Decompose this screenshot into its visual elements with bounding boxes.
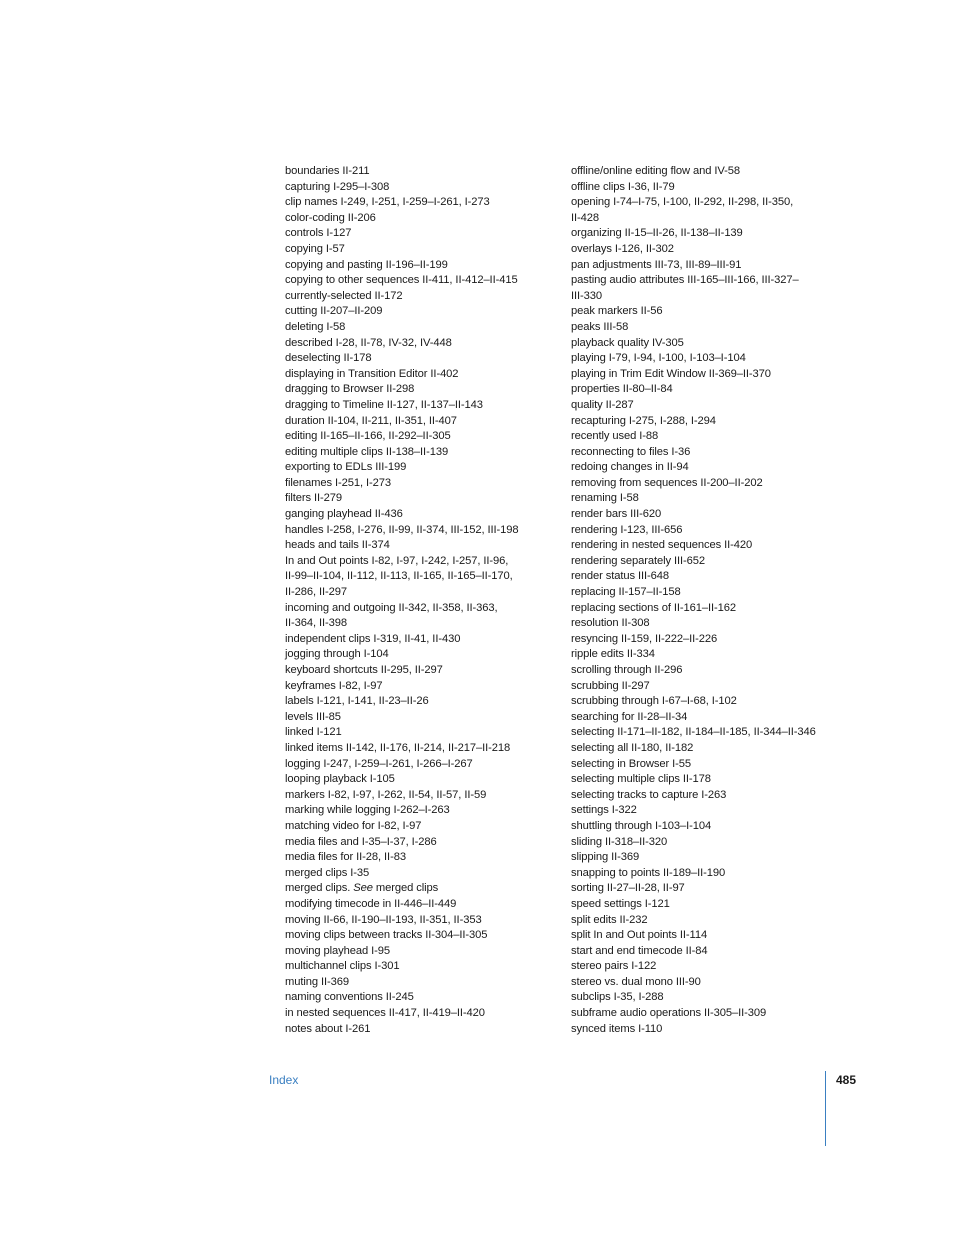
index-entry: sliding II-318–II-320: [571, 835, 668, 848]
index-entry: II-428: [571, 211, 600, 224]
index-entry: replacing sections of II-161–II-162: [571, 601, 737, 614]
index-entry: filenames I-251, I-273: [285, 476, 392, 489]
index-entry: deleting I-58: [285, 320, 346, 333]
index-entry: ganging playhead II-436: [285, 508, 403, 521]
index-entry: copying I-57: [285, 242, 345, 255]
index-entry: boundaries II-211: [285, 165, 370, 177]
index-entry: levels III-85: [285, 710, 341, 723]
index-entry: organizing II-15–II-26, II-138–II-139: [571, 227, 743, 240]
index-entry: peak markers II-56: [571, 305, 663, 318]
index-entry: playback quality IV-305: [571, 336, 684, 349]
index-entry: rendering separately III-652: [571, 554, 706, 567]
index-entry: playing in Trim Edit Window II-369–II-370: [571, 367, 771, 380]
index-entry: controls I-127: [285, 227, 352, 240]
index-entry: slipping II-369: [571, 851, 640, 864]
index-entry: handles I-258, I-276, II-99, II-374, III-152, III-198: [285, 523, 519, 536]
index-entry: marking while logging I-262–I-263: [285, 804, 450, 817]
index-entry: pasting audio attributes III-165–III-166, III-327–: [571, 274, 799, 287]
index-entry: ripple edits II-334: [571, 648, 655, 661]
index-entry: jogging through I-104: [285, 648, 389, 661]
index-entry: duration II-104, II-211, II-351, II-407: [285, 414, 457, 427]
index-entry: modifying timecode in II-446–II-449: [285, 897, 457, 910]
index-entry: multichannel clips I-301: [285, 960, 400, 973]
index-entry: redoing changes in II-94: [571, 461, 689, 474]
index-entry: editing II-165–II-166, II-292–II-305: [285, 430, 451, 443]
index-entry: resolution II-308: [571, 617, 650, 630]
index-entry: shuttling through I-103–I-104: [571, 819, 712, 832]
index-entry: split In and Out points II-114: [571, 929, 708, 942]
index-entry: pan adjustments III-73, III-89–III-91: [571, 258, 742, 271]
index-entry: scrubbing II-297: [571, 679, 650, 692]
index-entry: linked I-121: [285, 726, 342, 739]
index-entry: deselecting II-178: [285, 352, 372, 365]
index-entry: recapturing I-275, I-288, I-294: [571, 414, 716, 427]
index-entry: linked items II-142, II-176, II-214, II-217–II-218: [285, 741, 511, 754]
footer-section-label: Index: [269, 1073, 299, 1087]
index-entry: renaming I-58: [571, 492, 639, 505]
index-entry: heads and tails II-374: [285, 539, 390, 552]
index-entry: II-286, II-297: [285, 586, 348, 599]
index-entry: peaks III-58: [571, 320, 629, 333]
index-entry: merged clips I-35: [285, 866, 370, 879]
index-entry: media files for II-28, II-83: [285, 851, 406, 864]
index-entry: recently used I-88: [571, 430, 659, 443]
index-entry: merged clips. See merged clips: [285, 882, 439, 895]
index-entry: exporting to EDLs III-199: [285, 461, 407, 474]
index-entry: offline clips I-36, II-79: [571, 180, 675, 193]
index-entry: displaying in Transition Editor II-402: [285, 367, 459, 380]
index-entry: In and Out points I-82, I-97, I-242, I-257, II-96,: [285, 554, 509, 567]
index-entry: scrolling through II-296: [571, 664, 683, 676]
index-entry: selecting all II-180, II-182: [571, 741, 694, 754]
index-entry: replacing II-157–II-158: [571, 586, 681, 599]
index-entry: editing multiple clips II-138–II-139: [285, 445, 449, 458]
index-entry: synced items I-110: [571, 1022, 663, 1035]
index-entry: keyframes I-82, I-97: [285, 679, 383, 692]
index-entry: matching video for I-82, I-97: [285, 819, 422, 832]
index-entry: logging I-247, I-259–I-261, I-266–I-267: [285, 757, 473, 770]
index-entry: clip names I-249, I-251, I-259–I-261, I-273: [285, 196, 490, 209]
index-entry: color-coding II-206: [285, 211, 376, 224]
index-entry: selecting tracks to capture I-263: [571, 788, 727, 801]
index-entry: notes about I-261: [285, 1022, 371, 1035]
index-entry: III-330: [571, 289, 603, 302]
index-entry: playing I-79, I-94, I-100, I-103–I-104: [571, 352, 746, 365]
index-entry: moving II-66, II-190–II-193, II-351, II-353: [285, 913, 482, 926]
index-entry: dragging to Timeline II-127, II-137–II-143: [285, 398, 483, 411]
index-entry: filters II-279: [285, 492, 343, 505]
index-entry: markers I-82, I-97, I-262, II-54, II-57, II-59: [285, 788, 487, 801]
index-entry: cutting II-207–II-209: [285, 305, 383, 318]
index-entry: reconnecting to files I-36: [571, 445, 691, 458]
index-entry: capturing I-295–I-308: [285, 180, 390, 193]
index-entry: quality II-287: [571, 398, 634, 411]
index-entry: media files and I-35–I-37, I-286: [285, 835, 437, 848]
index-entry: moving clips between tracks II-304–II-305: [285, 929, 488, 942]
index-entry: overlays I-126, II-302: [571, 242, 674, 255]
index-entry: offline/online editing flow and IV-58: [571, 165, 741, 177]
index-entry: moving playhead I-95: [285, 944, 390, 957]
index-entry: II-99–II-104, II-112, II-113, II-165, II-165–II-170,: [285, 570, 513, 583]
index-entry: independent clips I-319, II-41, II-430: [285, 632, 461, 645]
page-number-divider: [825, 1071, 826, 1146]
index-entry: labels I-121, I-141, II-23–II-26: [285, 695, 429, 708]
index-entry: selecting in Browser I-55: [571, 757, 691, 770]
index-entry: resyncing II-159, II-222–II-226: [571, 632, 718, 645]
index-entry: sorting II-27–II-28, II-97: [571, 882, 685, 895]
index-entry: scrubbing through I-67–I-68, I-102: [571, 695, 737, 708]
index-entry: start and end timecode II-84: [571, 944, 708, 957]
index-entry: naming conventions II-245: [285, 991, 414, 1004]
index-entry: II-364, II-398: [285, 617, 348, 630]
index-entry: incoming and outgoing II-342, II-358, II-363,: [285, 601, 498, 614]
index-entry: removing from sequences II-200–II-202: [571, 476, 763, 489]
index-entry: stereo pairs I-122: [571, 960, 657, 973]
index-entry: stereo vs. dual mono III-90: [571, 975, 701, 988]
index-entry: speed settings I-121: [571, 897, 670, 910]
index-entry: split edits II-232: [571, 913, 648, 926]
index-entry: rendering in nested sequences II-420: [571, 539, 753, 552]
index-entry: snapping to points II-189–II-190: [571, 866, 726, 879]
index-entry: opening I-74–I-75, I-100, II-292, II-298, II-350,: [571, 196, 794, 209]
index-entry: render bars III-620: [571, 508, 662, 521]
index-entry: described I-28, II-78, IV-32, IV-448: [285, 336, 452, 349]
index-entry: subclips I-35, I-288: [571, 991, 664, 1004]
index-entry: copying to other sequences II-411, II-412–II-415: [285, 274, 518, 287]
index-column-right: [571, 164, 831, 1037]
index-entry: render status III-648: [571, 570, 670, 583]
index-entry: copying and pasting II-196–II-199: [285, 258, 448, 271]
index-entry: properties II-80–II-84: [571, 383, 673, 396]
page-number: 485: [836, 1073, 857, 1087]
index-entry: muting II-369: [285, 975, 349, 988]
index-entry: in nested sequences II-417, II-419–II-420: [285, 1007, 485, 1020]
index-entry: looping playback I-105: [285, 773, 395, 786]
index-entry: subframe audio operations II-305–II-309: [571, 1007, 767, 1020]
index-entry: selecting II-171–II-182, II-184–II-185, II-344–II-346: [571, 726, 816, 739]
index-entry: rendering I-123, III-656: [571, 523, 683, 536]
index-entry: settings I-322: [571, 804, 637, 817]
index-entry: selecting multiple clips II-178: [571, 773, 711, 786]
index-entry: currently-selected II-172: [285, 289, 403, 302]
index-entry: keyboard shortcuts II-295, II-297: [285, 664, 443, 676]
index-entry: dragging to Browser II-298: [285, 383, 415, 396]
index-column-left: [285, 164, 560, 1037]
index-entry: searching for II-28–II-34: [571, 710, 688, 723]
